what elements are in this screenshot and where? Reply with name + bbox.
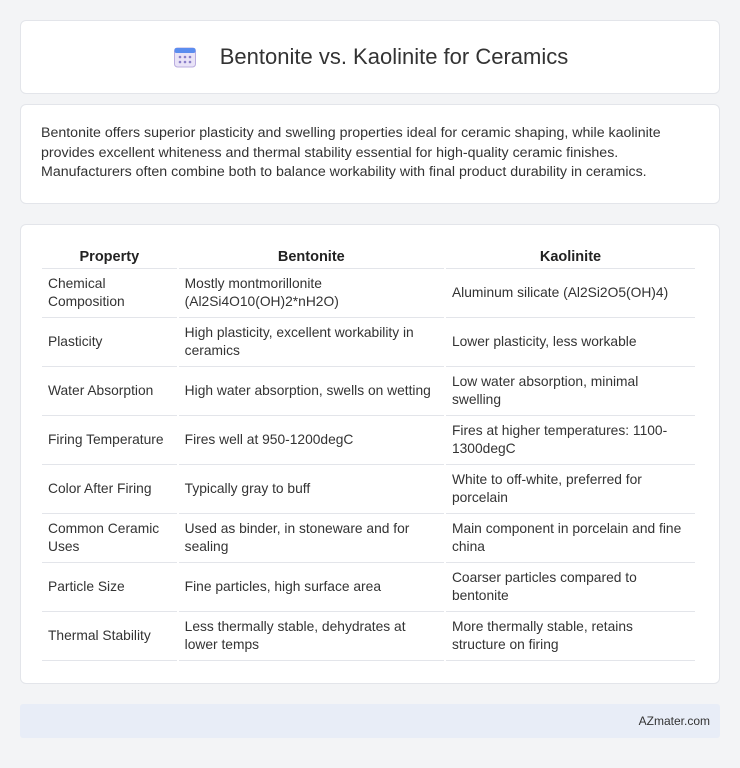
footer-brand: AZmater.com bbox=[638, 714, 710, 728]
comparison-table bbox=[40, 245, 697, 661]
table-row bbox=[42, 367, 695, 416]
table-row bbox=[42, 612, 695, 661]
table-row bbox=[42, 563, 695, 612]
kaolinite-cell: More thermally stable, retains structure on firing bbox=[446, 612, 695, 661]
page-title: Bentonite vs. Kaolinite for Ceramics bbox=[219, 44, 569, 69]
bentonite-cell: High water absorption, swells on wetting bbox=[179, 367, 444, 416]
table-row bbox=[42, 514, 695, 563]
bentonite-cell: Mostly montmorillonite (Al2Si4O10(OH)2*nH2O) bbox=[179, 269, 444, 318]
property-cell: Chemical Composition bbox=[42, 269, 177, 318]
property-cell: Water Absorption bbox=[42, 367, 177, 416]
kaolinite-cell: Aluminum silicate (Al2Si2O5(OH)4) bbox=[446, 269, 695, 318]
footer bbox=[20, 704, 720, 738]
table-row bbox=[42, 416, 695, 465]
summary-text: Bentonite offers superior plasticity and swelling properties ideal for ceramic shaping, while kaolinite provides excellent whiteness and thermal stability essential for high-quality ceramic finishes. Manufacturers often combine both to balance workability with final product durability in ceramics. bbox=[41, 125, 661, 180]
bentonite-cell: Less thermally stable, dehydrates at lower temps bbox=[179, 612, 444, 661]
property-cell: Plasticity bbox=[42, 318, 177, 367]
property-cell: Thermal Stability bbox=[42, 612, 177, 661]
header-property: Property bbox=[42, 245, 177, 269]
property-cell: Firing Temperature bbox=[42, 416, 177, 465]
bentonite-cell: Used as binder, in stoneware and for sealing bbox=[179, 514, 444, 563]
kaolinite-cell: White to off-white, preferred for porcelain bbox=[446, 465, 695, 514]
kaolinite-cell: Fires at higher temperatures: 1100-1300degC bbox=[446, 416, 695, 465]
kaolinite-cell: Main component in porcelain and fine china bbox=[446, 514, 695, 563]
bentonite-cell: Fires well at 950-1200degC bbox=[179, 416, 444, 465]
table-row bbox=[42, 465, 695, 514]
table-row bbox=[42, 269, 695, 318]
table-header-row bbox=[42, 245, 695, 269]
header-bentonite: Bentonite bbox=[179, 245, 444, 269]
bentonite-cell: Typically gray to buff bbox=[179, 465, 444, 514]
header-kaolinite: Kaolinite bbox=[446, 245, 695, 269]
comparison-table-card bbox=[20, 224, 720, 684]
kaolinite-cell: Low water absorption, minimal swelling bbox=[446, 367, 695, 416]
kaolinite-cell: Coarser particles compared to bentonite bbox=[446, 563, 695, 612]
kaolinite-cell: Lower plasticity, less workable bbox=[446, 318, 695, 367]
bentonite-cell: High plasticity, excellent workability in ceramics bbox=[179, 318, 444, 367]
table-row bbox=[42, 318, 695, 367]
calendar-icon bbox=[172, 44, 198, 70]
property-cell: Color After Firing bbox=[42, 465, 177, 514]
bentonite-cell: Fine particles, high surface area bbox=[179, 563, 444, 612]
summary-card bbox=[20, 104, 720, 204]
property-cell: Common Ceramic Uses bbox=[42, 514, 177, 563]
title-card bbox=[20, 20, 720, 94]
property-cell: Particle Size bbox=[42, 563, 177, 612]
